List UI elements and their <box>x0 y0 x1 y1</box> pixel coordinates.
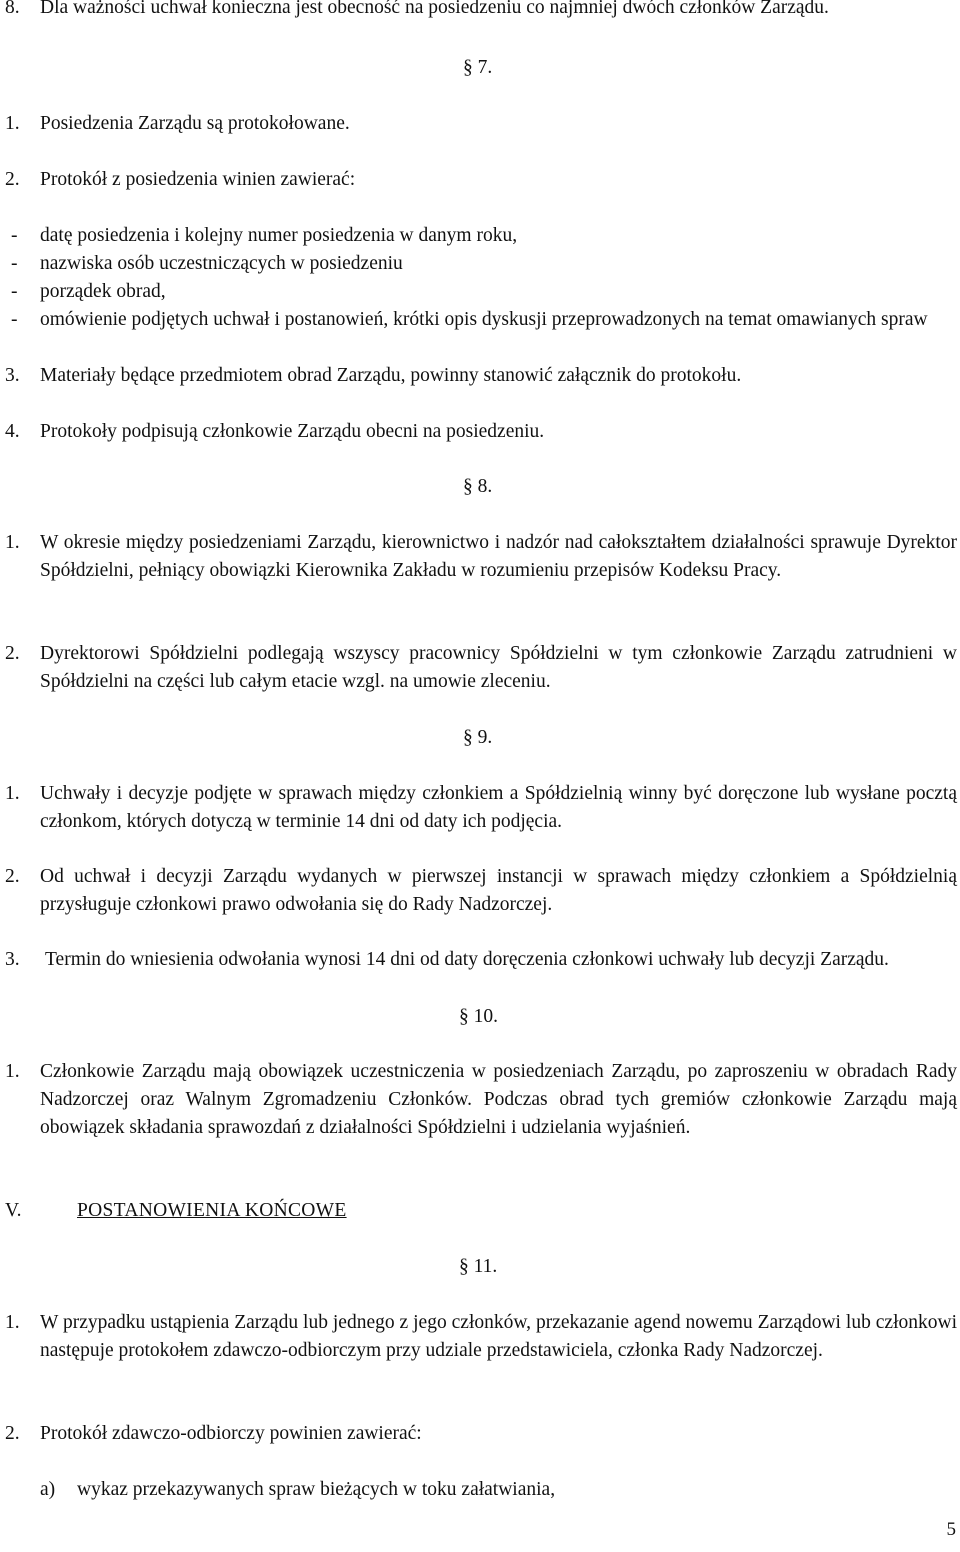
item-text: Materiały będące przedmiotem obrad Zarządu, powinny stanowić załącznik do protokołu. <box>40 365 742 386</box>
chapter-heading <box>0 1197 960 1225</box>
item-number: 1. <box>5 1061 20 1082</box>
section-7-item-2 <box>0 166 960 194</box>
item-number: 2. <box>5 1423 20 1444</box>
sub-item-label: a) <box>40 1479 56 1500</box>
list-item: - omówienie podjętych uchwał i postanowień, krótki opis dyskusji przeprowadzonych na temat omawianych spraw <box>0 306 960 334</box>
item-number: 2. <box>5 866 20 887</box>
section-7-item-1 <box>0 110 960 138</box>
chapter-number: V. <box>5 1200 22 1221</box>
item-text: Termin do wniesienia odwołania wynosi 14 dni od daty doręczenia członkowi uchwały lub decyzji Zarządu. <box>45 949 889 970</box>
item-text: W przypadku ustąpienia Zarządu lub jednego z jego członków, przekazanie agend nowemu Zarządowi lub członkowi następuje protokołem zdawczo-odbiorczym przy udziale przedstawiciela, członka Rady Nadzorczej. <box>40 1312 957 1361</box>
item-number: 1. <box>5 113 20 134</box>
item-number: 2. <box>5 643 20 664</box>
item-text: Protokół zdawczo-odbiorczy powinien zawierać: <box>40 1423 422 1444</box>
paragraph-7-pre-item-8 <box>0 0 960 22</box>
item-number: 1. <box>5 1312 20 1333</box>
list-item-text: nazwiska osób uczestniczących w posiedzeniu <box>40 253 403 274</box>
item-text: W okresie między posiedzeniami Zarządu, kierownictwo i nadzór nad całokształtem działalności sprawuje Dyrektor Spółdzielni, pełniący obowiązki Kierownika Zakładu w rozumieniu przepisów Kodeksu Pracy. <box>40 532 957 581</box>
section-10-header: § 10. <box>459 1006 498 1027</box>
item-number: 3. <box>5 365 20 386</box>
sub-item-text: wykaz przekazywanych spraw bieżących w toku załatwiania, <box>77 1479 556 1500</box>
section-11-item-2 <box>0 1420 960 1448</box>
protocol-contents-list <box>0 222 960 334</box>
section-9-header: § 9. <box>463 727 493 748</box>
section-8-item-2 <box>0 640 960 696</box>
item-number: 1. <box>5 532 20 553</box>
section-9-item-2 <box>0 863 960 919</box>
item-text: Dla ważności uchwał konieczna jest obecność na posiedzeniu co najmniej dwóch członków Zarządu. <box>40 0 829 18</box>
section-7-item-3 <box>0 362 960 390</box>
list-item-text: datę posiedzenia i kolejny numer posiedzenia w danym roku, <box>40 225 518 246</box>
page-number: 5 <box>946 1519 956 1540</box>
list-item: - datę posiedzenia i kolejny numer posiedzenia w danym roku, <box>0 222 960 250</box>
item-text: Dyrektorowi Spółdzielni podlegają wszyscy pracownicy Spółdzielni w tym członkowie Zarządu zatrudnieni w Spółdzielni na części lub całym etacie wzgl. na umowie zleceniu. <box>40 643 957 692</box>
section-8-item-1 <box>0 529 960 585</box>
section-7-item-4 <box>0 418 960 446</box>
section-11-header: § 11. <box>459 1256 498 1277</box>
list-item-text: porządek obrad, <box>40 281 166 302</box>
item-text: Od uchwał i decyzji Zarządu wydanych w pierwszej instancji w sprawach między członkiem a Spółdzielnią przysługuje członkowi prawo odwołania się do Rady Nadzorczej. <box>40 866 957 915</box>
item-text: Uchwały i decyzje podjęte w sprawach między członkiem a Spółdzielnią winny być doręczone lub wysłane pocztą członkom, których dotyczą w terminie 14 dni od daty ich podjęcia. <box>40 783 957 832</box>
item-number: 2. <box>5 169 20 190</box>
section-9-item-3 <box>0 946 960 974</box>
item-text: Protokół z posiedzenia winien zawierać: <box>40 169 356 190</box>
item-text: Członkowie Zarządu mają obowiązek uczestniczenia w posiedzeniach Zarządu, po zaproszeniu w obradach Rady Nadzorczej oraz Walnym Zgromadzeniu Członków. Podczas obrad tych gremiów członkowie Zarządu mają obowiązek składania sprawozdań z działalności Spółdzielni i udzielania wyjaśnień. <box>40 1061 957 1138</box>
item-number: 3. <box>5 949 20 970</box>
list-item-text: omówienie podjętych uchwał i postanowień, krótki opis dyskusji przeprowadzonych na temat omawianych spraw <box>40 309 928 330</box>
item-number: 1. <box>5 783 20 804</box>
item-text: Posiedzenia Zarządu są protokołowane. <box>40 113 350 134</box>
section-11-item-1 <box>0 1309 960 1365</box>
item-text: Protokoły podpisują członkowie Zarządu obecni na posiedzeniu. <box>40 421 545 442</box>
section-9-item-1 <box>0 780 960 836</box>
item-number: 8. <box>5 0 20 18</box>
chapter-title: POSTANOWIENIA KOŃCOWE <box>77 1200 347 1221</box>
section-11-sub-item-a <box>0 1476 960 1504</box>
list-item: - porządek obrad, <box>0 278 960 306</box>
item-number: 4. <box>5 421 20 442</box>
section-8-header: § 8. <box>463 476 493 497</box>
section-7-header: § 7. <box>463 57 493 78</box>
section-10-item-1 <box>0 1058 960 1142</box>
list-item: - nazwiska osób uczestniczących w posiedzeniu <box>0 250 960 278</box>
